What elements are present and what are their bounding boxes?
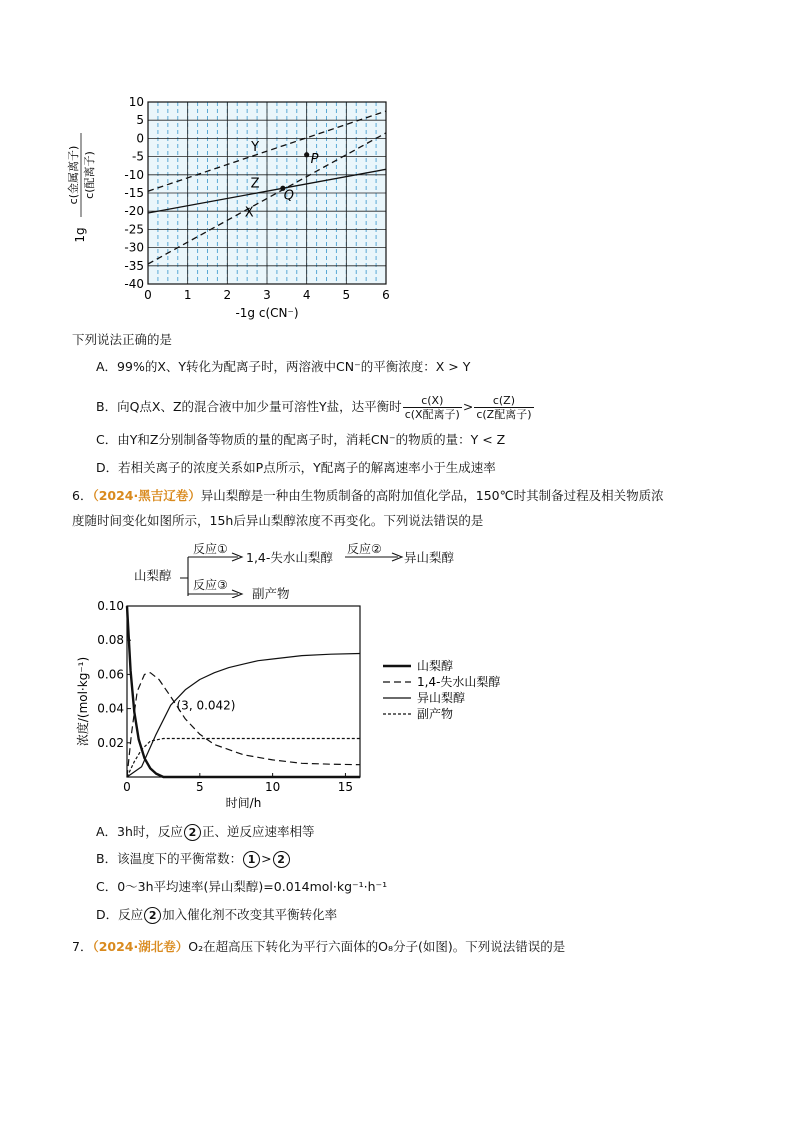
- scheme-arrow-r2: [345, 553, 402, 561]
- y-axis-label: 浓度/(mol·kg⁻¹): [76, 656, 90, 747]
- y-tick-label: -25: [124, 222, 144, 237]
- chart-series: [127, 606, 360, 777]
- y-tick-label: -15: [124, 186, 144, 200]
- x-tick-label: 6: [382, 288, 390, 302]
- y-tick-label: 0: [136, 131, 144, 146]
- fraction-x-den: c(X配离子): [404, 408, 460, 421]
- circled-1-icon: 1: [243, 851, 260, 868]
- x-tick-label: 2: [223, 288, 232, 302]
- q6-option-a-post: 正、逆反应速率相等: [201, 824, 315, 839]
- scheme-r3: 反应③: [193, 578, 228, 592]
- chart-labels: [177, 698, 236, 712]
- equilibrium-chart: [55, 92, 405, 327]
- x-tick-label: 1: [183, 288, 192, 302]
- q5-option-d: D．若相关离子的浓度关系如P点所示，Y配离子的解离速率小于生成速率: [96, 460, 496, 475]
- concentration-chart: [70, 596, 530, 822]
- scheme-arrows: [180, 548, 410, 598]
- fraction-z-num: c(Z): [474, 394, 533, 408]
- x-axis-label: -1g c(CN⁻): [235, 306, 299, 320]
- q6-option-a: [96, 823, 314, 841]
- q7-number: 7．: [72, 939, 93, 954]
- y-tick-label: -5: [132, 149, 144, 164]
- fraction-z-den: c(Z配离子): [476, 408, 532, 421]
- y-label-den: c(配离子): [83, 151, 96, 199]
- chart-grid: [148, 102, 386, 284]
- q7-stem-text: O₂在超高压下转化为平行六面体的O₈分子(如图)。下列说法错误的是: [188, 939, 566, 954]
- x-tick-label: 4: [302, 288, 311, 302]
- y-tick-label: 0.10: [97, 599, 124, 613]
- scheme-end: 异山梨醇: [404, 550, 455, 565]
- q6-option-b-mid: >: [261, 851, 272, 866]
- annotation-X: X: [244, 205, 254, 221]
- plot-frame: [127, 606, 360, 777]
- fraction-x-num: c(X): [403, 394, 462, 408]
- circled-2-icon: 2: [273, 851, 290, 868]
- q5-option-c: C．由Y和Z分别制备等物质的量的配离子时，消耗CN⁻的物质的量：Y < Z: [96, 432, 506, 447]
- y-tick-label: 0.02: [97, 735, 124, 750]
- q6-option-c: C．0～3h平均速率(异山梨醇)=0.014mol·kg⁻¹·h⁻¹: [96, 879, 388, 894]
- q5-option-b-op: >: [462, 399, 474, 414]
- chart-legend: [383, 658, 500, 721]
- legend-label: 异山梨醇: [417, 691, 466, 705]
- y-tick-label: -20: [124, 204, 144, 219]
- y-tick-label: -40: [124, 277, 144, 291]
- y-tick-label: 10: [128, 95, 144, 109]
- q5-option-b: [96, 394, 535, 421]
- q6-option-d: [96, 906, 337, 924]
- circled-2-icon: 2: [184, 824, 201, 841]
- x-tick-label: 15: [337, 780, 354, 794]
- scheme-r2: 反应②: [347, 542, 382, 556]
- x-tick-label: 0: [144, 288, 152, 302]
- scheme-r1: 反应①: [193, 542, 228, 556]
- q6-source: （2024·黑吉辽卷）: [92, 488, 201, 503]
- series-line-1: [127, 673, 360, 777]
- x-tick-label: 5: [195, 780, 204, 794]
- y-label-prefix: 1g: [73, 227, 87, 243]
- annotation-P: P: [310, 152, 319, 168]
- q7-stem: [72, 938, 565, 956]
- legend-label: 山梨醇: [417, 659, 454, 673]
- annotation-Q: Q: [283, 188, 294, 204]
- q5-stem: 下列说法正确的是: [72, 332, 173, 347]
- y-axis-label: [66, 133, 96, 243]
- legend-label: 副产物: [417, 707, 454, 721]
- x-tick-label: 5: [342, 288, 351, 302]
- x-tick-label: 10: [264, 780, 281, 794]
- fraction-x: [403, 394, 462, 421]
- scheme-branch-line: [180, 557, 238, 596]
- q6-stem-text: 异山梨醇是一种由生物质制备的高附加值化学品，150℃时其制备过程及相关物质浓: [200, 488, 664, 503]
- q6-number: 6．: [72, 488, 93, 503]
- q6-option-b: [96, 850, 291, 868]
- x-axis-label: 时间/h: [225, 796, 262, 810]
- y-tick-label: -30: [124, 240, 144, 255]
- y-label-num: c(金属离子): [67, 145, 80, 205]
- q6-stem-line1: [72, 487, 664, 505]
- annotation-point: (3, 0.042): [176, 698, 236, 713]
- y-tick-label: 0.04: [97, 701, 124, 716]
- q6-option-d-pre: D．反应: [96, 907, 144, 922]
- legend-label: 1,4-失水山梨醇: [417, 675, 501, 689]
- x-tick-label: 0: [123, 780, 131, 794]
- annotation-Y: Y: [251, 140, 260, 156]
- y-tick-label: 0.06: [97, 667, 124, 682]
- scheme-side: 副产物: [252, 586, 290, 601]
- scheme-mid: 1,4-失水山梨醇: [246, 550, 333, 565]
- x-tick-label: 3: [263, 288, 271, 302]
- scheme-start: 山梨醇: [134, 568, 172, 583]
- series-line-3: [127, 739, 360, 778]
- point-P: [304, 152, 309, 157]
- q6-stem-line2: 度随时间变化如图所示，15h后异山梨醇浓度不再变化。下列说法错误的是: [72, 513, 484, 528]
- y-tick-label: -10: [124, 167, 144, 182]
- q6-option-a-pre: A．3h时，反应: [96, 824, 183, 839]
- q6-option-b-pre: B．该温度下的平衡常数：: [96, 851, 243, 866]
- series-line-2: [127, 654, 360, 778]
- q5-option-b-text: B．向Q点X、Z的混合液中加少量可溶性Y盐，达平衡时: [96, 399, 402, 414]
- q7-source: （2024·湖北卷）: [92, 939, 189, 954]
- circled-2-icon: 2: [144, 907, 161, 924]
- series-line-0: [127, 606, 360, 777]
- q6-option-d-post: 加入催化剂不改变其平衡转化率: [162, 907, 338, 922]
- fraction-z: [474, 394, 533, 421]
- y-tick-label: 0.08: [97, 633, 124, 648]
- q5-option-a: A．99%的X、Y转化为配离子时，两溶液中CN⁻的平衡浓度：X > Y: [96, 359, 471, 374]
- y-tick-label: -35: [124, 258, 144, 273]
- annotation-Z: Z: [250, 176, 260, 192]
- y-tick-label: 5: [136, 113, 144, 128]
